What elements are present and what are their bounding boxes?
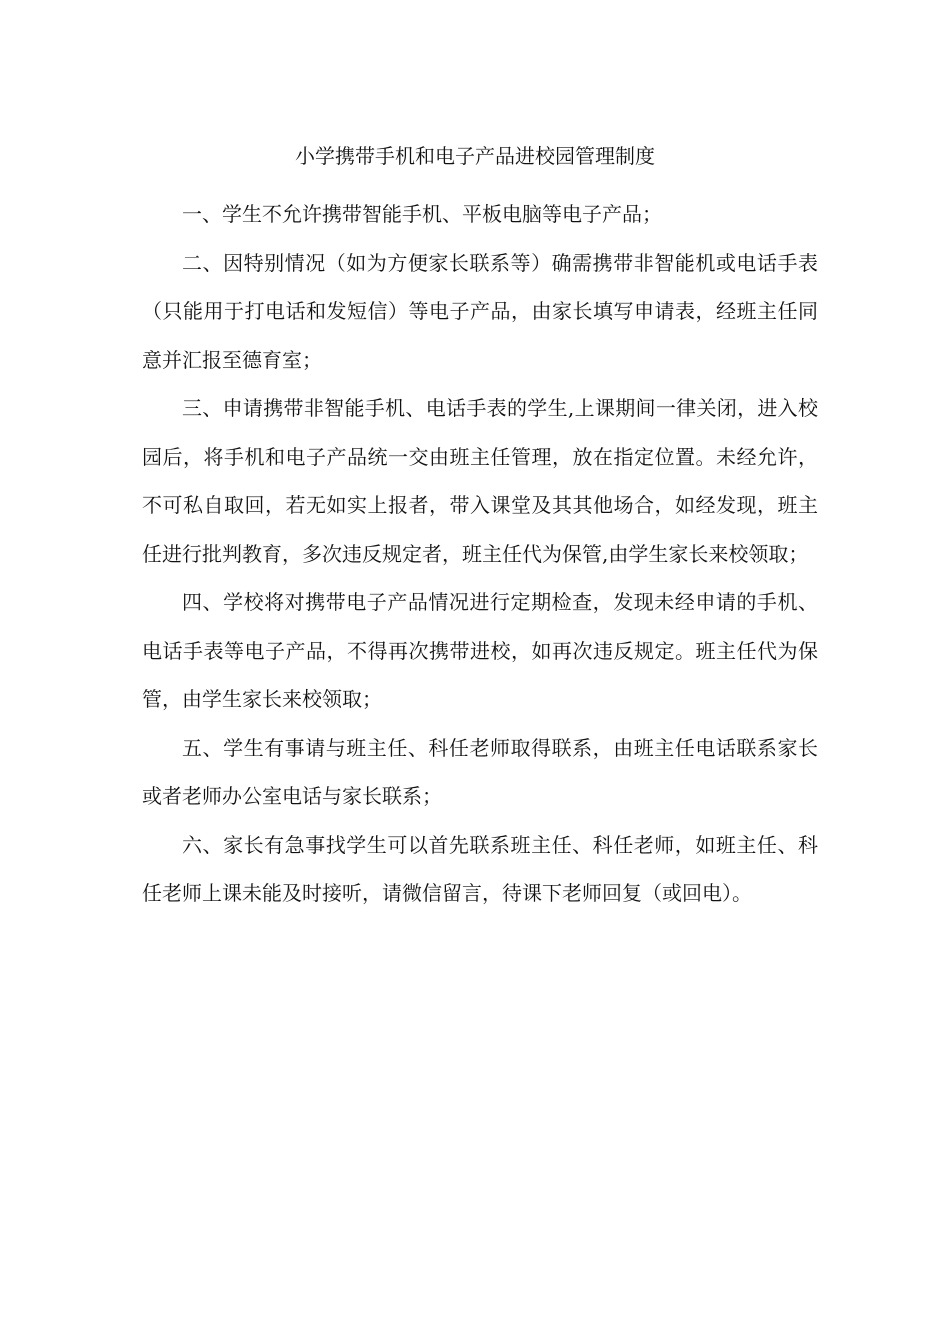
document-body (142, 190, 818, 918)
document-title: 小学携带手机和电子产品进校园管理制度 (295, 144, 655, 168)
paragraph-rule-6: 六、家长有急事找学生可以首先联系班主任、科任老师，如班主任、科任老师上课未能及时接听，请微信留言，待课下老师回复（或回电）。 (142, 832, 818, 905)
paragraph-rule-5: 五、学生有事请与班主任、科任老师取得联系，由班主任电话联系家长或者老师办公室电话与家长联系； (142, 735, 818, 808)
paragraph-rule-3: 三、申请携带非智能手机、电话手表的学生,上课期间一律关闭，进入校园后，将手机和电子产品统一交由班主任管理，放在指定位置。未经允许，不可私自取回，若无如实上报者，带入课堂及其其他场合，如经发现，班主任进行批判教育，多次违反规定者，班主任代为保管,由学生家长来校领取； (142, 396, 818, 566)
paragraph-rule-4: 四、学校将对携带电子产品情况进行定期检查，发现未经申请的手机、电话手表等电子产品，不得再次携带进校，如再次违反规定。班主任代为保管，由学生家长来校领取； (142, 590, 818, 711)
paragraph-rule-1: 一、学生不允许携带智能手机、平板电脑等电子产品； (182, 202, 662, 226)
paragraph-rule-2: 二、因特别情况（如为方便家长联系等）确需携带非智能机或电话手表（只能用于打电话和发短信）等电子产品，由家长填写申请表，经班主任同意并汇报至德育室； (142, 250, 818, 372)
